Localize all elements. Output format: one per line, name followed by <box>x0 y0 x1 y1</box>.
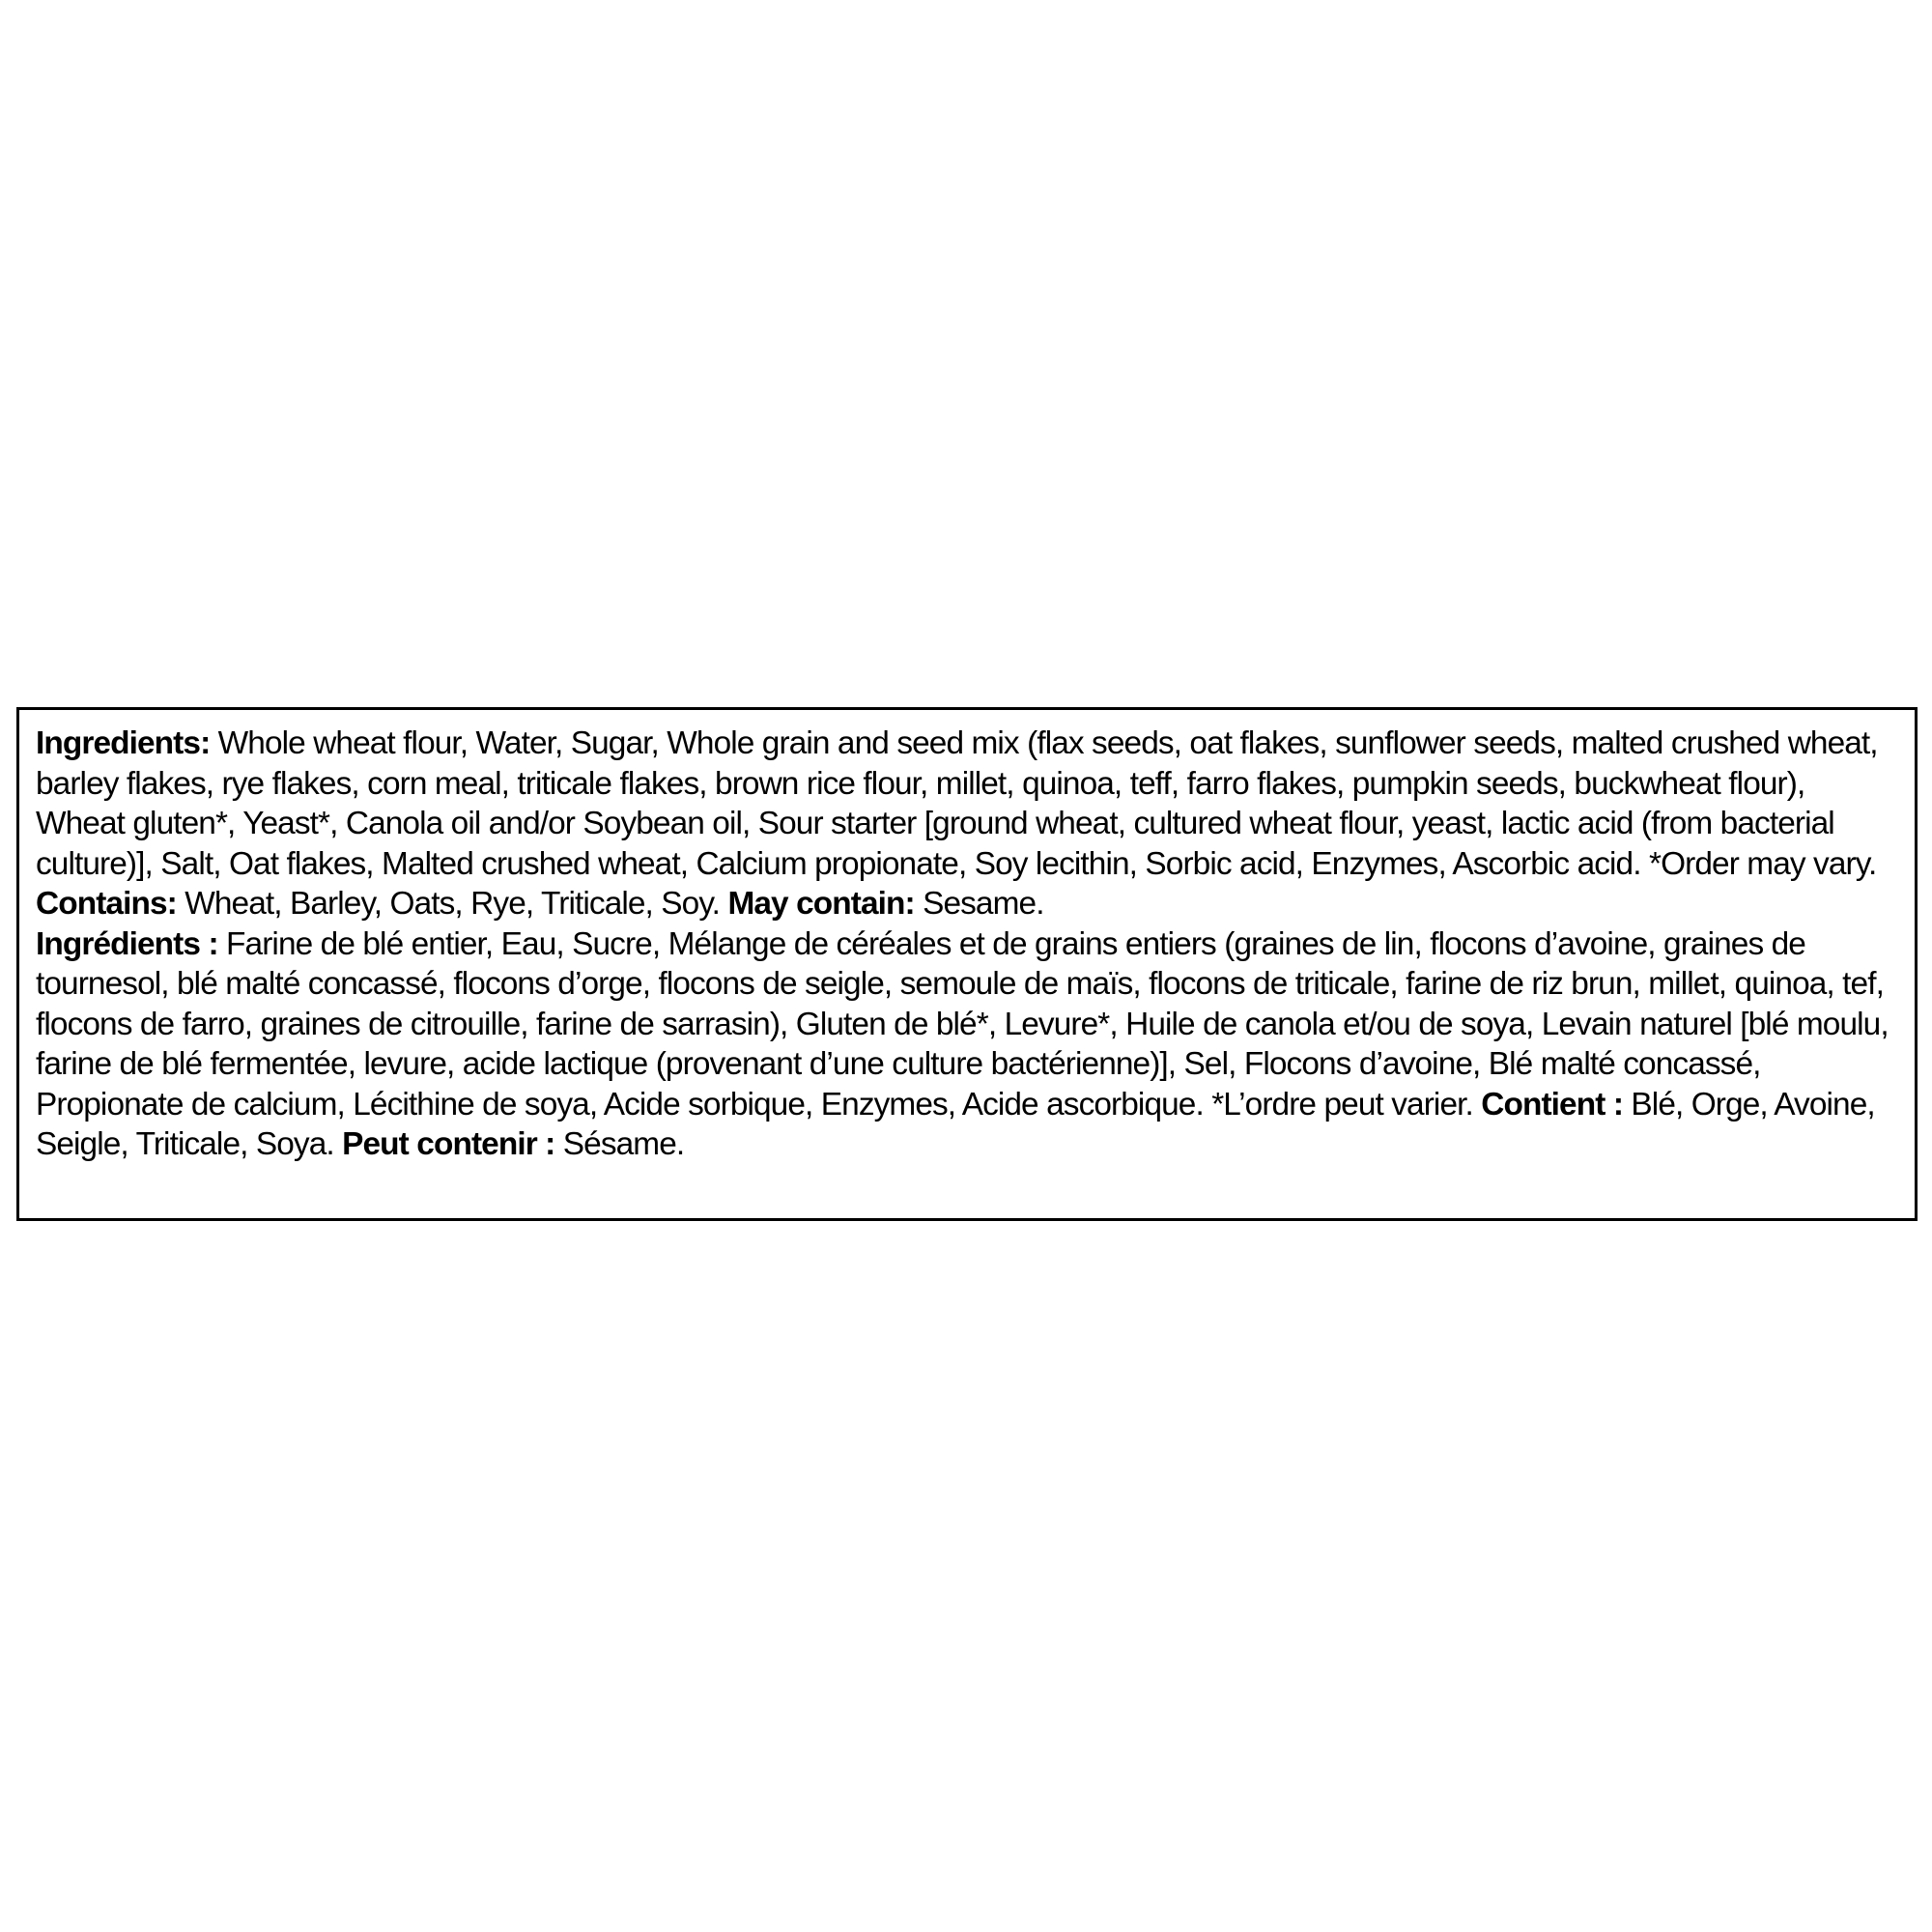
english-ingredients-paragraph <box>36 724 1897 884</box>
french-ingredients-paragraph <box>36 924 1897 1165</box>
english-allergens-paragraph <box>36 884 1897 924</box>
english-contains-heading: Contains: <box>36 886 177 922</box>
french-ingredients-heading: Ingrédients : <box>36 925 218 962</box>
french-may-contain-heading: Peut contenir : <box>342 1126 555 1162</box>
ingredients-label-box <box>16 707 1918 1221</box>
english-may-contain-heading: May contain: <box>727 886 915 922</box>
english-ingredients-heading: Ingredients: <box>36 725 211 761</box>
french-contains-list: Blé, Orge, Avoine, Seigle, Triticale, Soya. <box>36 1086 1875 1162</box>
french-ingredients-list: Farine de blé entier, Eau, Sucre, Mélange de céréales et de grains entiers (graines de lin, flocons d’avoine, graines de tournesol, blé malté concassé, flocons d’orge, flocons de seigle, semoule de maïs, flocons de triticale, farine de riz brun, millet, quinoa, tef, flocons de farro, graines de citrouille, farine de sarrasin), Gluten de blé*, Levure*, Huile de canola et/ou de soya, Levain naturel [blé moulu, farine de blé fermentée, levure, acide lactique (provenant d’une culture bactérienne)], Sel, Flocons d’avoine, Blé malté concassé, Propionate de calcium, Lécithine de soya, Acide sorbique, Enzymes, Acide ascorbique. *L’ordre peut varier. <box>36 925 1889 1122</box>
french-may-contain-list: Sésame. <box>554 1126 685 1162</box>
english-may-contain-list: Sesame. <box>914 886 1044 922</box>
english-ingredients-list: Whole wheat flour, Water, Sugar, Whole grain and seed mix (flax seeds, oat flakes, sunflower seeds, malted crushed wheat, barley flakes, rye flakes, corn meal, triticale flakes, brown rice flour, millet, quinoa, teff, farro flakes, pumpkin seeds, buckwheat flour), Wheat gluten*, Yeast*, Canola oil and/or Soybean oil, Sour starter [ground wheat, cultured wheat flour, yeast, lactic acid (from bacterial culture)], Salt, Oat flakes, Malted crushed wheat, Calcium propionate, Soy lecithin, Sorbic acid, Enzymes, Ascorbic acid. *Order may vary. <box>36 725 1878 882</box>
english-contains-list: Wheat, Barley, Oats, Rye, Triticale, Soy. <box>176 886 728 922</box>
french-contains-heading: Contient : <box>1481 1086 1624 1122</box>
